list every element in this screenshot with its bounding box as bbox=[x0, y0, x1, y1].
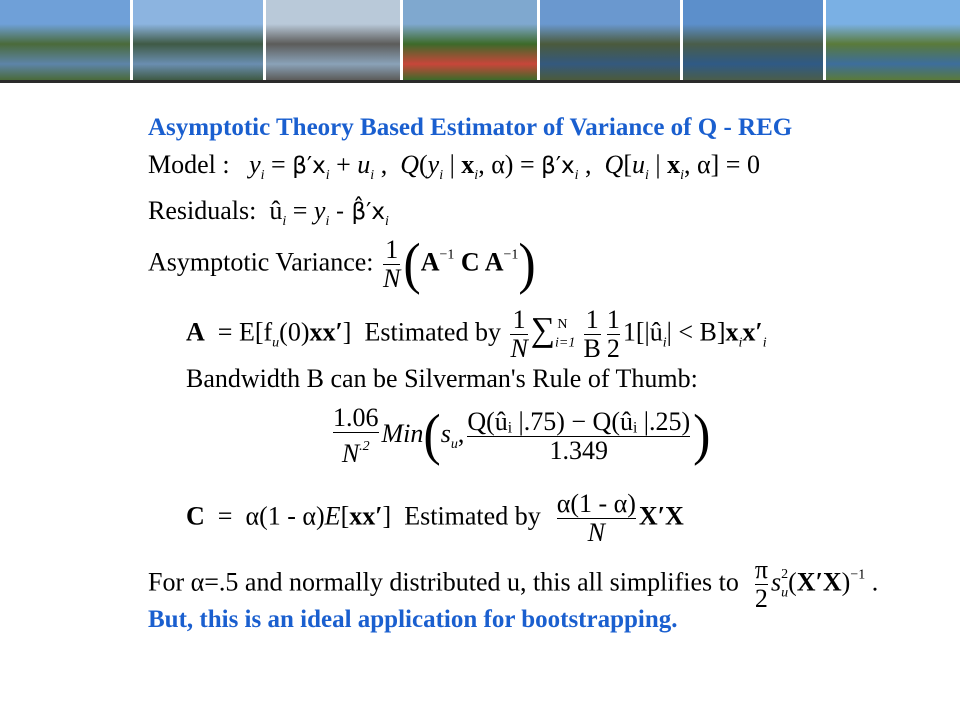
mountain-lake-photo bbox=[540, 0, 683, 80]
bandwidth-line: Bandwidth B can be Silverman's Rule of Thumb: bbox=[186, 364, 698, 393]
photo-banner bbox=[0, 0, 960, 80]
flower-garden-photo bbox=[403, 0, 540, 80]
a-matrix-line: $A = E[f_u(0)xx']$ Estimated by $\frac{1}{N}$ $\sum_{i=1}^N$ $\frac{1}{B}$ $\frac{1}{2}$ $1[|û_i| < B]x_ix'_i$ bbox=[186, 305, 767, 363]
model-line: Model : $y_i = \beta'x_i + u_i$ , $Q(y_i$ | $x_i$, $\alpha) = \beta'x_i$ , $Q[u_i$ | $x_i$, α] = 0 bbox=[148, 150, 760, 183]
c-matrix-line: C = α(1 - α)E[xx′] Estimated by $\frac{\alpha(1 - \alpha)}{N}$ X′X bbox=[186, 489, 684, 547]
hilltop-castle-photo bbox=[0, 0, 133, 80]
banner-divider bbox=[0, 80, 960, 83]
residuals-line: Residuals: $û_i = y_i$ - $\betâ'x_i$ bbox=[148, 196, 389, 229]
model-label: Model : bbox=[148, 150, 230, 179]
lake-shore-photo bbox=[683, 0, 826, 80]
asym-var-label: Asymptotic Variance: bbox=[148, 247, 374, 277]
iqr-expression: Q(ûᵢ |.75) − Q(ûᵢ |.25) bbox=[467, 406, 691, 436]
slide-title: Asymptotic Theory Based Estimator of Variance of Q - REG bbox=[148, 114, 793, 141]
lake-city-photo bbox=[133, 0, 266, 80]
red-bench-promenade-photo bbox=[826, 0, 960, 80]
asymptotic-variance-line: Asymptotic Variance: $\frac{1}{N}$ ($A^{-1}$ C $A^{-1}$) bbox=[148, 232, 536, 296]
lakeside-promenade-photo bbox=[266, 0, 403, 80]
c-estimated-by: Estimated by bbox=[404, 501, 541, 531]
residuals-label: Residuals: bbox=[148, 196, 257, 225]
silverman-numerator: 1.06 bbox=[333, 403, 379, 432]
simplify-text: For α=.5 and normally distributed u, this all simplifies to bbox=[148, 567, 739, 597]
silverman-formula: $\frac{1.06}{N^{.2}}$ $Min(s_u$, $\frac{\text{Q(ûᵢ |.75) − Q(ûᵢ |.25)}}{1.349}$ ) bbox=[333, 403, 711, 468]
conclusion-text: But, this is an ideal application for bootstrapping. bbox=[148, 606, 678, 633]
simplify-line: For α=.5 and normally distributed u, this all simplifies to $\frac{\pi}{2}$ $s_u^2(X'X)^{-1}$ . bbox=[148, 555, 879, 613]
a-estimated-by: Estimated by bbox=[364, 317, 501, 347]
silverman-denominator: 1.349 bbox=[467, 436, 690, 465]
